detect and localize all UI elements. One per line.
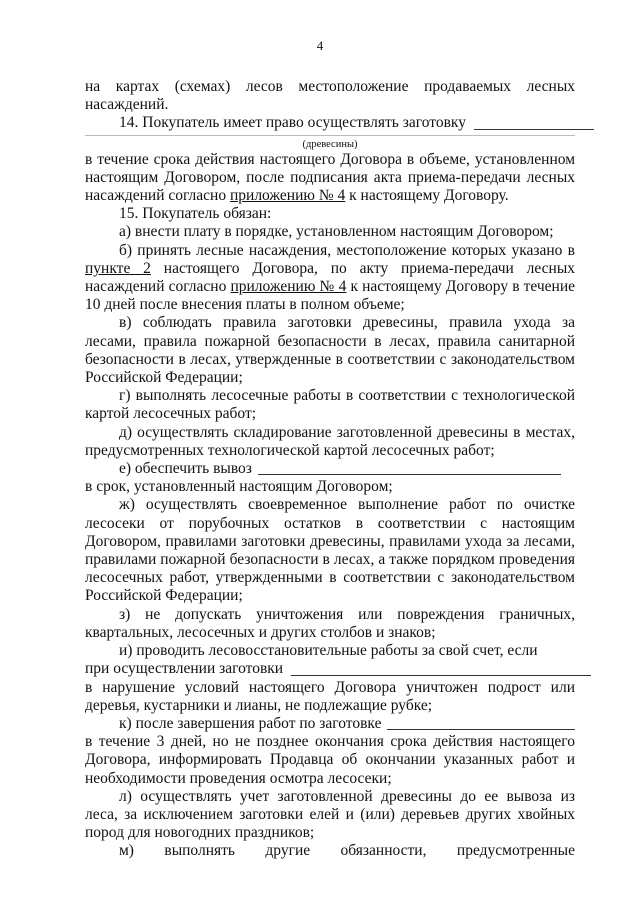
divider-line — [85, 135, 575, 136]
item-e-cont: в срок, установленный настоящим Договором; — [85, 478, 393, 496]
contract-text — [85, 78, 575, 861]
item-b: б) принять лесные насаждения, местоположение которых указано в пункте 2 настоящего Договора, по акту приема-передачи лесных насаждений согласно приложению № 4 к настоящему Договору в течение 10 дней после внесения платы в полном объеме; — [85, 241, 576, 314]
blank-field — [474, 115, 594, 130]
item-g: г) выполнять лесосечные работы в соответствии с технологической картой лесосечных работ; — [85, 387, 575, 423]
item-a: а) внести плату в порядке, установленном настоящим Договором; — [119, 223, 554, 241]
appendix-link[interactable]: приложению № 4 — [230, 278, 347, 296]
clause-15-title: 15. Покупатель обязан: — [119, 205, 272, 223]
item-i: и) проводить лесовосстановительные работы за свой счет, если — [119, 642, 538, 660]
item-zh: ж) осуществлять своевременное выполнение работ по очистке лесосеки от порубочных остатков в соответствии с настоящим Договором, правилами заготовки древесины, правилами ухода за лесами, правилами пожарной безопасности в лесах, а также порядком проведения лесосечных работ, утвержденными в соответствии с законодательством Российской Федерации; — [85, 496, 575, 605]
clause-14-body: в течение срока действия настоящего Договора в объеме, установленном настоящим Договором, после подписания акта приема-передачи лесных насаждений согласно приложению № 4 к настоящему Договору. — [85, 150, 575, 205]
item-z: з) не допускать уничтожения или повреждения граничных, квартальных, лесосечных и других столбов и знаков; — [85, 605, 575, 641]
clause-14 — [85, 114, 575, 132]
item-m: м) выполнять другие обязанности, предусмотренные — [119, 842, 575, 860]
blank-field — [387, 715, 575, 730]
field-caption: (древесины) — [302, 138, 358, 150]
item-k — [85, 715, 575, 733]
appendix-link[interactable]: приложению № 4 — [229, 187, 346, 205]
blank-field — [291, 661, 591, 676]
item-d: д) осуществлять складирование заготовленной древесины в местах, предусмотренных технологической картой лесосечных работ; — [85, 423, 575, 459]
item-i-cont: в нарушение условий настоящего Договора уничтожен подрост или деревья, кустарники и лианы, не подлежащие рубке; — [85, 678, 575, 714]
blank-field — [258, 460, 561, 475]
clause-link[interactable]: пункте 2 — [85, 259, 151, 277]
item-v: в) соблюдать правила заготовки древесины, правила ухода за лесами, правила пожарной безопасности в лесах, правила санитарной безопасности в лесах, утвержденные в соответствии с законодательством Российской Федерации; — [85, 314, 575, 387]
clause-14-lead: 14. Покупатель имеет право осуществлять заготовку — [119, 114, 466, 132]
item-e-lead: е) обеспечить вывоз — [119, 460, 252, 478]
item-i-field-row: при осуществлении заготовки — [85, 660, 575, 678]
item-l: л) осуществлять учет заготовленной древесины до ее вывоза из леса, за исключением заготовки елей и (или) деревьев других хвойных пород для новогодних праздников; — [85, 787, 575, 842]
item-k-cont: в течение 3 дней, но не позднее окончания срока действия настоящего Договора, информировать Продавца об окончании указанных работ и необходимости проведения осмотра лесосеки; — [85, 733, 575, 787]
paragraph-location: на картах (схемах) лесов местоположение продаваемых лесных насаждений. — [85, 78, 575, 114]
page-number: 4 — [316, 38, 324, 53]
item-e — [85, 460, 575, 478]
item-k-lead: к) после завершения работ по заготовке — [119, 714, 382, 732]
